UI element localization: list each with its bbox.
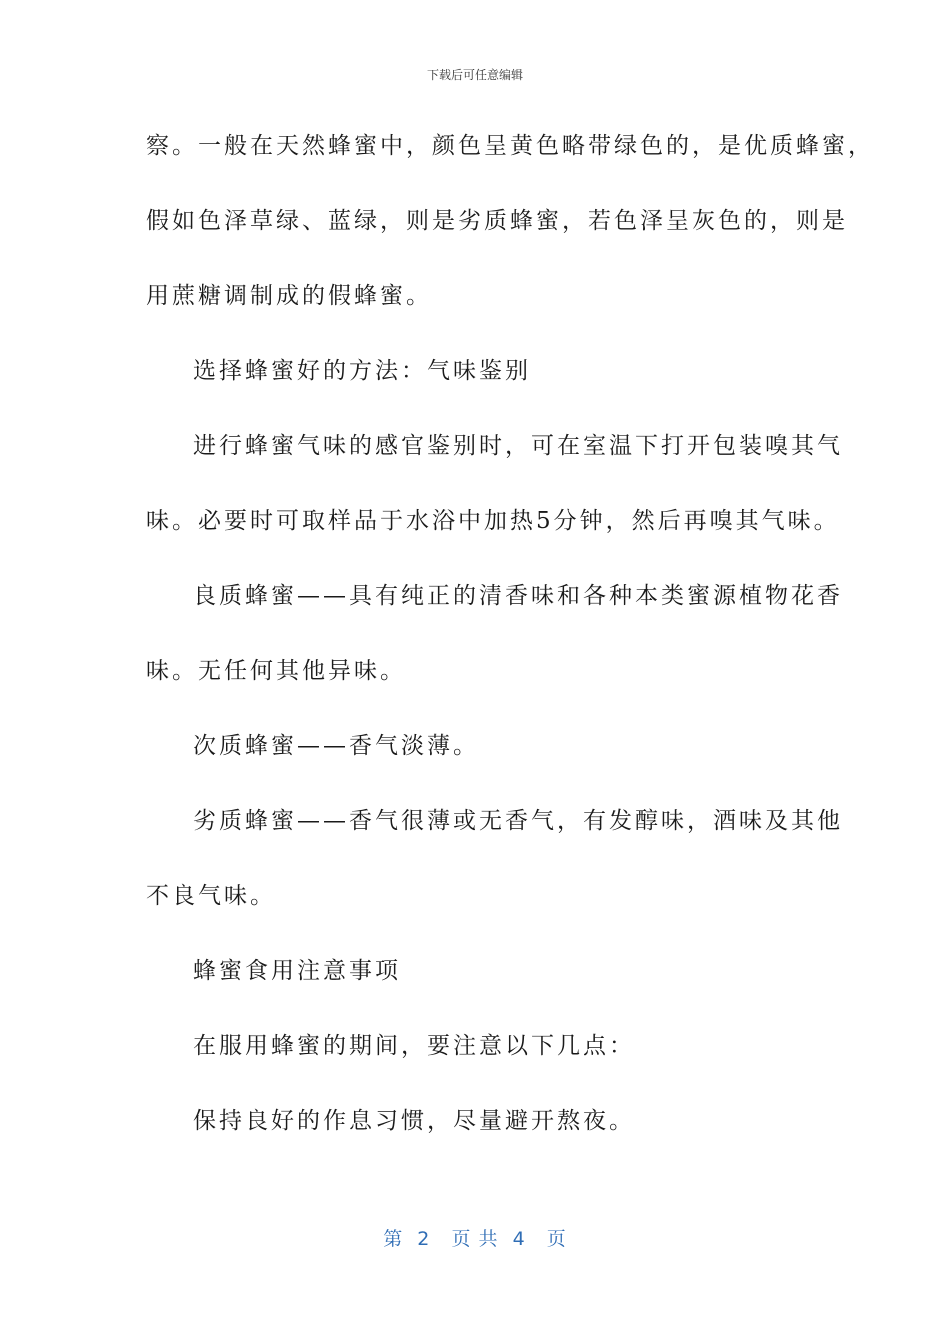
paragraph-line: 假如色泽草绿、蓝绿，则是劣质蜂蜜，若色泽呈灰色的，则是 [146,208,848,234]
paragraph-line: 次质蜂蜜——香气淡薄。 [193,733,479,759]
paragraph-line: 察。一般在天然蜂蜜中，颜色呈黄色略带绿色的，是优质蜂蜜， [146,133,874,159]
page-number: 第 2 页 共 4 页 [383,1228,567,1250]
paragraph-line: 味。无任何其他异味。 [146,658,406,684]
paragraph-line: 劣质蜂蜜——香气很薄或无香气，有发醇味，酒味及其他 [193,808,843,834]
paragraph-line: 良质蜂蜜——具有纯正的清香味和各种本类蜜源植物花香 [193,583,843,609]
paragraph-line: 保持良好的作息习惯，尽量避开熬夜。 [193,1108,635,1134]
paragraph-line: 在服用蜂蜜的期间，要注意以下几点： [193,1033,635,1059]
section-heading: 蜂蜜食用注意事项 [193,958,401,984]
paragraph-line: 用蔗糖调制成的假蜂蜜。 [146,283,432,309]
paragraph-line: 不良气味。 [146,883,276,909]
header-note: 下载后可任意编辑 [426,68,523,82]
paragraph-line: 进行蜂蜜气味的感官鉴别时，可在室温下打开包装嗅其气 [193,433,843,459]
section-heading: 选择蜂蜜好的方法：气味鉴别 [193,358,531,384]
document-body [146,122,874,1172]
paragraph-line: 味。必要时可取样品于水浴中加热5分钟，然后再嗅其气味。 [146,508,840,534]
